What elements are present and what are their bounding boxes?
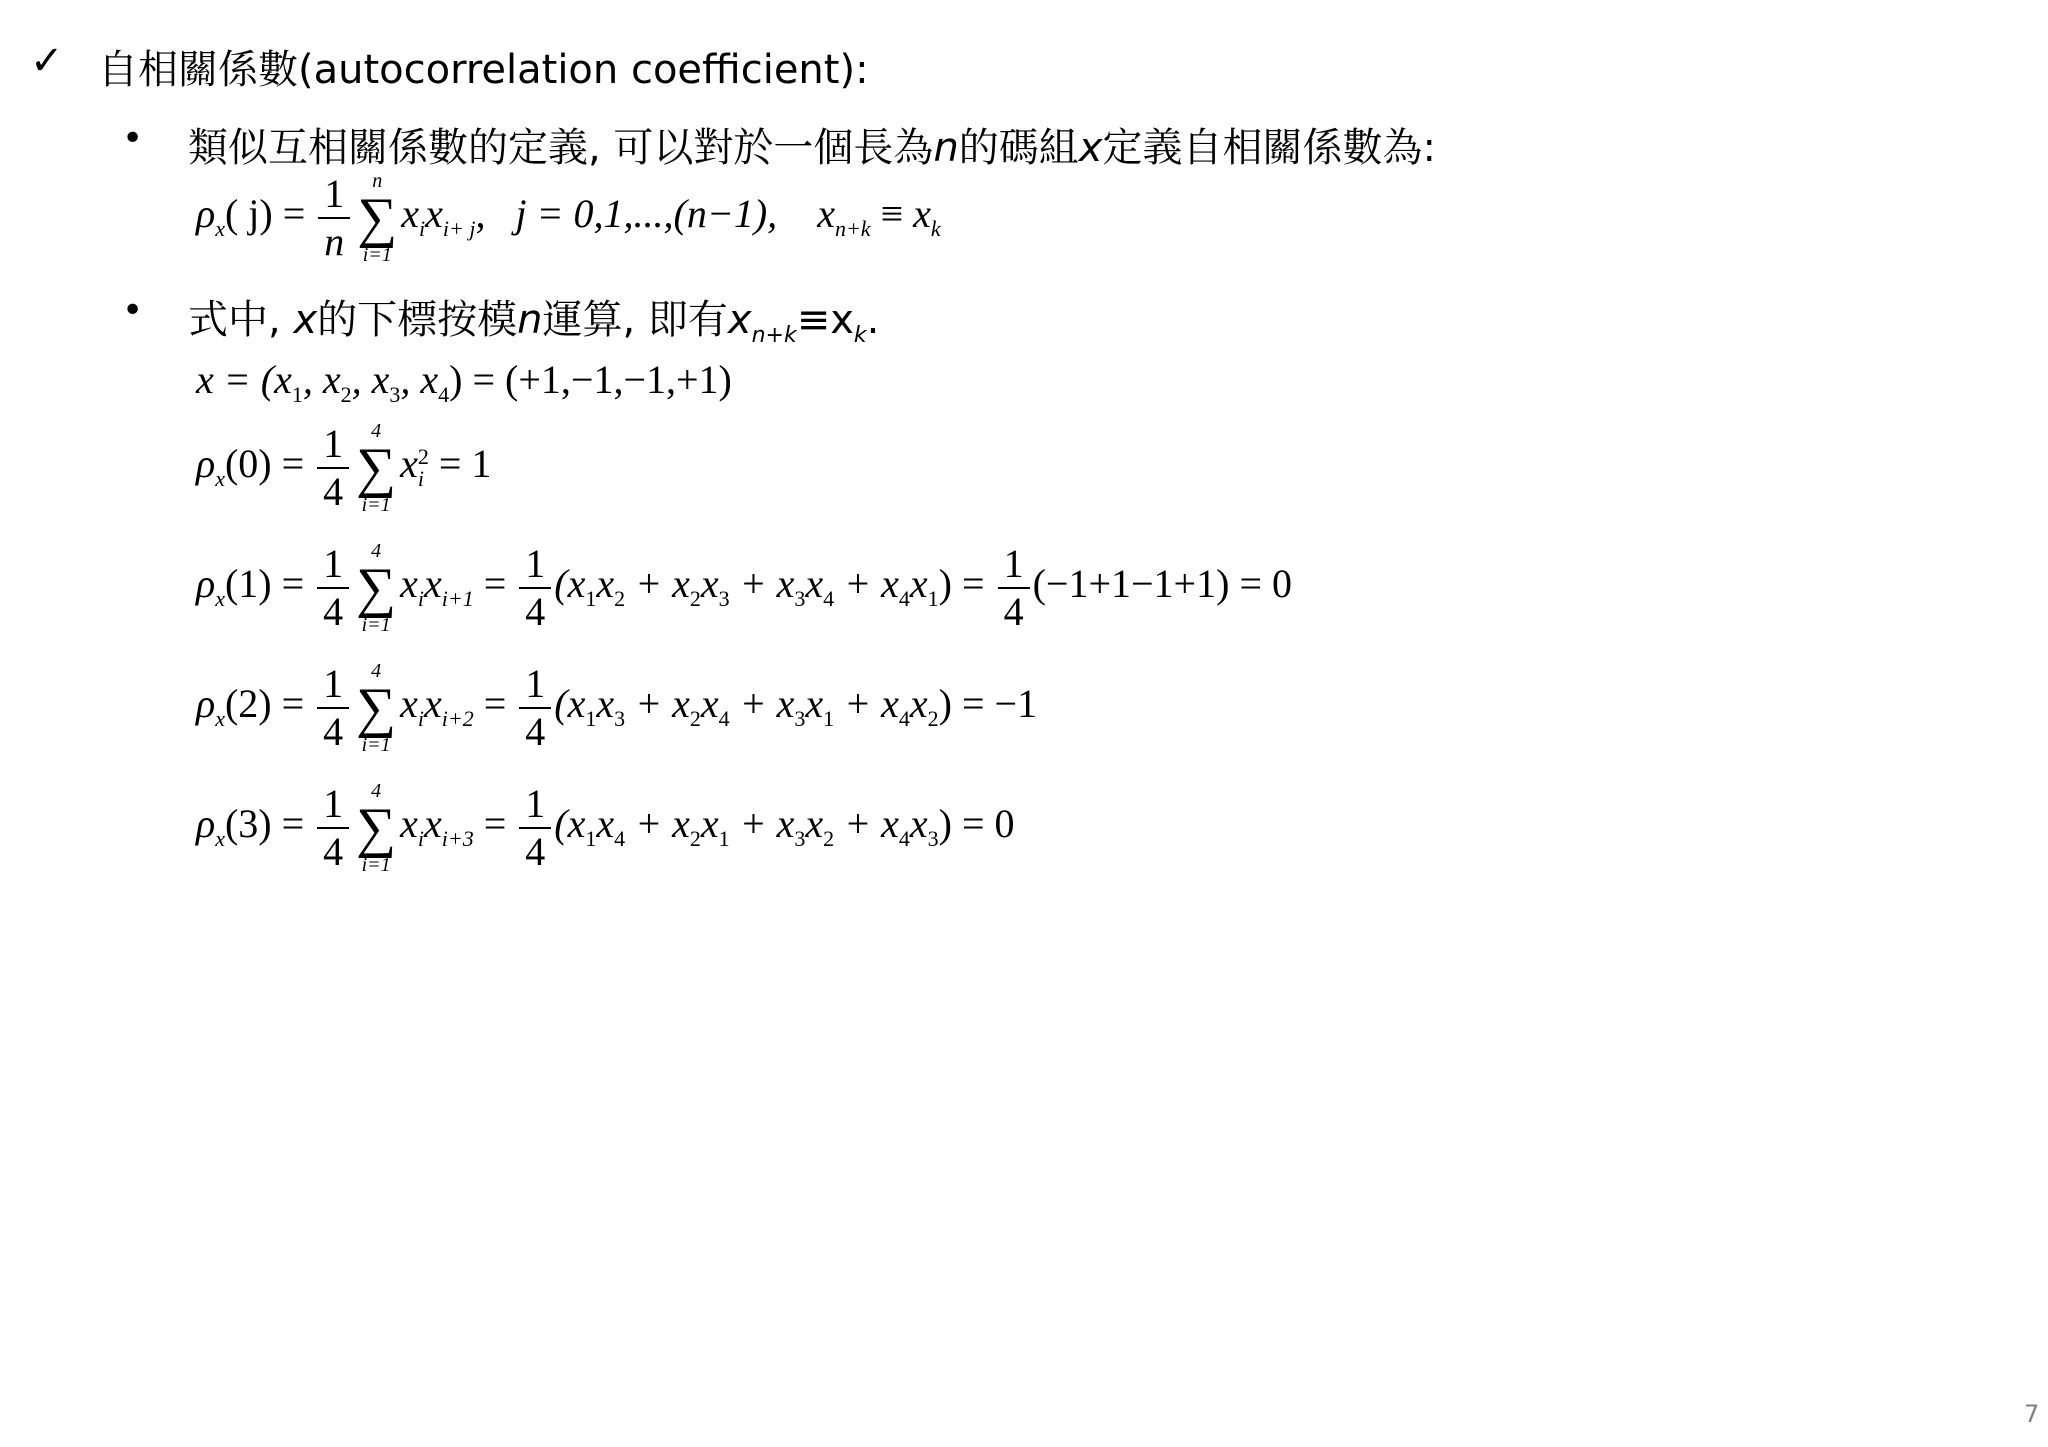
formula-rho-0: $\rho_x(0)$ = $\frac{1}{4}$ 4 ∑ i=1 x 2 i = 1 [196, 420, 492, 516]
b1-prefix: 類似互相關係數的定義, 可以對於一個長為 [188, 125, 934, 171]
b1-mid: 的碼組 [958, 125, 1079, 171]
bullet-1-text [188, 116, 1436, 173]
formula-rho-3: $\rho_x(3)$ = $\frac{1}{4}$ 4 ∑ i=1 $x_ix_{i+3}$ = $\frac{1}{4}$ $(x_1x_4 + x_2x_1 + x_3x_2 + x_4x_3) = 0$ [196, 780, 1015, 876]
b1-var-n: n [933, 125, 959, 171]
bullet-dot-icon: • [122, 290, 144, 331]
formula-rho-2: $\rho_x(2)$ = $\frac{1}{4}$ 4 ∑ i=1 $x_ix_{i+2}$ = $\frac{1}{4}$ $(x_1x_3 + x_2x_4 + x_3x_1 + x_4x_2) = -1$ [196, 660, 1038, 756]
bullet-2-text: 式中, x的下標按模n運算, 即有$x_{n+k}\equiv x_k$. [188, 297, 880, 348]
b1-suffix: 定義自相關係數為: [1102, 125, 1436, 171]
b1-var-x: x [1078, 125, 1103, 171]
formula-x-vector: $x = (x_1$, $x_2$, $x_3$, $x_4) = (+1,-1,-1,+1)$ [196, 357, 732, 407]
page-number: 7 [2024, 1400, 2040, 1428]
formula-rho-1: $\rho_x(1)$ = $\frac{1}{4}$ 4 ∑ i=1 $x_ix_{i+1}$ = $\frac{1}{4}$ $(x_1x_2 + x_2x_3 + x_3x_4 + x_4x_1)$ = $\frac{1}{4}$ (−1+1−1+1) = 0 [196, 540, 1292, 636]
checkmark-icon: ✓ [30, 38, 64, 84]
heading: 自相關係數(autocorrelation coefficient): [98, 47, 869, 93]
bullet-dot-icon: • [122, 118, 144, 159]
formula-definition: $\rho_x$( j) = $\frac{1}{n}$ n ∑ i=1 $x_ix_{i+ j}$, j = 0,1,...,(n−1), $x_{n+k} \equiv x_k$ [196, 170, 941, 266]
